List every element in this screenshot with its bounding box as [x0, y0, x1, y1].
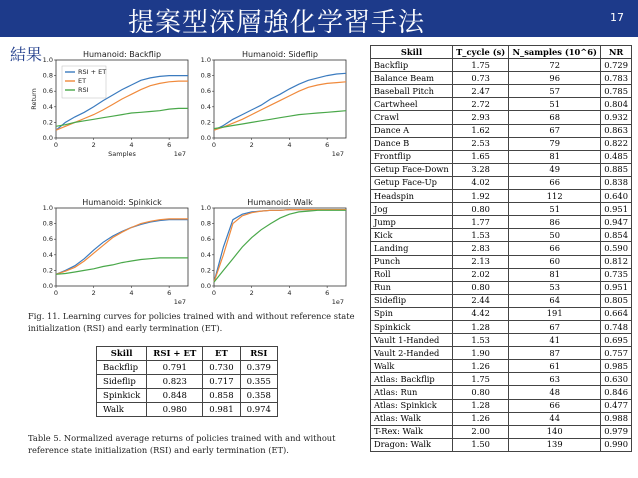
- table-cell: Spinkick: [371, 320, 453, 333]
- table-cell: 2.44: [453, 294, 509, 307]
- x-tick-label: 6: [325, 141, 330, 149]
- table-cell: 0.838: [601, 176, 632, 189]
- x-tick-label: 0: [53, 141, 59, 149]
- table-row: [371, 294, 632, 307]
- x-exponent-label: 1e7: [173, 150, 186, 158]
- x-axis-label: Samples: [108, 150, 136, 158]
- chart-title: Humanoid: Spinkick: [82, 198, 162, 207]
- table-cell: 0.863: [601, 124, 632, 137]
- series-line-rsi-et: [214, 73, 346, 130]
- table-cell: 0.640: [601, 190, 632, 203]
- table-cell: Frontflip: [371, 150, 453, 163]
- table-cell: 79: [509, 137, 601, 150]
- y-tick-label: 0.2: [200, 118, 211, 127]
- y-tick-label: 0.0: [200, 282, 211, 290]
- table-cell: 2.47: [453, 85, 509, 98]
- table-cell: 1.75: [453, 59, 509, 72]
- table-cell: Dragon: Walk: [371, 438, 453, 451]
- table-cell: 0.947: [601, 216, 632, 229]
- table-row: [97, 361, 278, 375]
- chart-panel: [30, 50, 188, 158]
- table-cell: 0.748: [601, 320, 632, 333]
- table-cell: 0.848: [147, 389, 203, 403]
- table-cell: 1.28: [453, 399, 509, 412]
- table-cell: 0.73: [453, 72, 509, 85]
- table-cell: 2.13: [453, 255, 509, 268]
- table-row: [371, 320, 632, 333]
- series-line-rsi: [56, 108, 188, 126]
- table-row: [371, 334, 632, 347]
- table-cell: 57: [509, 85, 601, 98]
- table-row: [371, 268, 632, 281]
- y-tick-label: 0.4: [42, 250, 53, 259]
- table5-header-cell: Skill: [97, 347, 147, 361]
- table5-header-cell: RSI: [240, 347, 277, 361]
- table-cell: Walk: [371, 360, 453, 373]
- table-cell: 0.379: [240, 361, 277, 375]
- table-row: [97, 403, 278, 417]
- table5-header-row: [97, 347, 278, 361]
- table-cell: 81: [509, 150, 601, 163]
- table-cell: 1.92: [453, 190, 509, 203]
- table-cell: 0.735: [601, 268, 632, 281]
- table-cell: 1.75: [453, 373, 509, 386]
- table-cell: 0.80: [453, 203, 509, 216]
- table-cell: 0.854: [601, 229, 632, 242]
- y-tick-label: 0.4: [200, 250, 211, 259]
- table-row: [97, 375, 278, 389]
- table-cell: 48: [509, 386, 601, 399]
- table5-header-cell: ET: [203, 347, 240, 361]
- table-cell: 4.42: [453, 307, 509, 320]
- table-cell: 2.83: [453, 242, 509, 255]
- table-cell: Atlas: Spinkick: [371, 399, 453, 412]
- table-cell: 67: [509, 320, 601, 333]
- y-tick-label: 0.0: [42, 134, 53, 142]
- y-tick-label: 0.6: [42, 235, 53, 244]
- table-cell: 191: [509, 307, 601, 320]
- table-row: [371, 85, 632, 98]
- skills-header-skill: Skill: [371, 46, 453, 59]
- table-cell: 0.477: [601, 399, 632, 412]
- table-cell: Crawl: [371, 111, 453, 124]
- table-cell: 0.885: [601, 163, 632, 176]
- table-cell: 1.65: [453, 150, 509, 163]
- plot-frame: [214, 60, 346, 138]
- table-cell: Sideflip: [97, 375, 147, 389]
- table-cell: 60: [509, 255, 601, 268]
- table-cell: 64: [509, 294, 601, 307]
- chart-title: Humanoid: Backflip: [82, 50, 162, 59]
- table-cell: 0.664: [601, 307, 632, 320]
- table-cell: Vault 2-Handed: [371, 347, 453, 360]
- x-exponent-label: 1e7: [173, 298, 186, 306]
- table-cell: 0.729: [601, 59, 632, 72]
- table-cell: 51: [509, 98, 601, 111]
- table-cell: Backflip: [371, 59, 453, 72]
- table-cell: Baseball Pitch: [371, 85, 453, 98]
- table-row: [97, 389, 278, 403]
- table-cell: 50: [509, 229, 601, 242]
- table-row: [371, 360, 632, 373]
- table-cell: 1.62: [453, 124, 509, 137]
- table-row: [371, 229, 632, 242]
- series-line-et: [214, 210, 346, 283]
- table-cell: 3.28: [453, 163, 509, 176]
- legend-label: RSI + ET: [78, 68, 107, 76]
- x-tick-label: 2: [91, 289, 96, 297]
- table-cell: 0.804: [601, 98, 632, 111]
- skills-header-nsamples: N_samples (10^6): [509, 46, 601, 59]
- table-cell: 66: [509, 399, 601, 412]
- table5-caption: Table 5. Normalized average returns of policies trained with and without reference state initialization (RSI) and early termination (ET).: [28, 433, 336, 455]
- series-line-rsi-et: [214, 210, 346, 283]
- table-row: [371, 98, 632, 111]
- table-cell: Landing: [371, 242, 453, 255]
- y-tick-label: 0.2: [42, 266, 53, 275]
- table-row: [371, 438, 632, 451]
- table-cell: Roll: [371, 268, 453, 281]
- table-cell: 0.951: [601, 281, 632, 294]
- y-tick-label: 0.6: [42, 87, 53, 96]
- y-tick-label: 0.8: [200, 71, 211, 80]
- table-cell: Backflip: [97, 361, 147, 375]
- table-cell: 0.485: [601, 150, 632, 163]
- skills-header-nr: NR: [601, 46, 632, 59]
- table-cell: 63: [509, 373, 601, 386]
- table-row: [371, 281, 632, 294]
- table-cell: 1.77: [453, 216, 509, 229]
- table-cell: 0.730: [203, 361, 240, 375]
- table-cell: 72: [509, 59, 601, 72]
- table-cell: 44: [509, 412, 601, 425]
- table-row: [371, 373, 632, 386]
- figure-caption: Fig. 11. Learning curves for policies trained with and without reference state initialization (RSI) and early termination (ET).: [28, 311, 355, 333]
- y-tick-label: 0.6: [200, 87, 211, 96]
- x-tick-label: 0: [211, 289, 217, 297]
- skills-table-header-row: [371, 46, 632, 59]
- table-cell: 139: [509, 438, 601, 451]
- table-cell: 0.358: [240, 389, 277, 403]
- table-cell: 2.53: [453, 137, 509, 150]
- table-cell: 0.981: [203, 403, 240, 417]
- table-row: [371, 72, 632, 85]
- skills-header-tcycle: T_cycle (s): [453, 46, 509, 59]
- slide-header: [0, 0, 638, 37]
- y-tick-label: 1.0: [42, 56, 53, 64]
- table-cell: 0.988: [601, 412, 632, 425]
- series-line-rsi: [214, 210, 346, 282]
- x-tick-label: 2: [91, 141, 96, 149]
- table-cell: Balance Beam: [371, 72, 453, 85]
- table-cell: 66: [509, 176, 601, 189]
- table-cell: Run: [371, 281, 453, 294]
- y-tick-label: 0.6: [200, 235, 211, 244]
- x-tick-label: 6: [167, 141, 172, 149]
- chart-title: Humanoid: Sideflip: [242, 50, 318, 59]
- table-cell: 2.72: [453, 98, 509, 111]
- table-cell: 0.590: [601, 242, 632, 255]
- table-cell: 1.90: [453, 347, 509, 360]
- table-row: [371, 242, 632, 255]
- series-line-et: [56, 219, 188, 274]
- table-cell: Kick: [371, 229, 453, 242]
- table-cell: Punch: [371, 255, 453, 268]
- table-cell: 0.805: [601, 294, 632, 307]
- table-cell: Getup Face-Up: [371, 176, 453, 189]
- table-cell: Walk: [97, 403, 147, 417]
- table-row: [371, 255, 632, 268]
- table-row: [371, 203, 632, 216]
- table-cell: 0.785: [601, 85, 632, 98]
- table-cell: 0.974: [240, 403, 277, 417]
- table-cell: 87: [509, 347, 601, 360]
- table-row: [371, 59, 632, 72]
- table-row: [371, 399, 632, 412]
- table-cell: 1.50: [453, 438, 509, 451]
- table-row: [371, 150, 632, 163]
- table-cell: Headspin: [371, 190, 453, 203]
- y-tick-label: 0.2: [200, 266, 211, 275]
- table-row: [371, 124, 632, 137]
- table-cell: 66: [509, 242, 601, 255]
- series-line-rsi: [214, 111, 346, 129]
- y-tick-label: 1.0: [42, 204, 53, 212]
- x-tick-label: 0: [211, 141, 217, 149]
- chart-panel: [201, 50, 346, 158]
- table-cell: 0.823: [147, 375, 203, 389]
- table-row: [371, 216, 632, 229]
- table-cell: 1.53: [453, 229, 509, 242]
- x-exponent-label: 1e7: [331, 150, 344, 158]
- table-cell: 0.822: [601, 137, 632, 150]
- table-cell: 2.02: [453, 268, 509, 281]
- table-cell: 0.846: [601, 386, 632, 399]
- y-tick-label: 1.0: [200, 204, 211, 212]
- table-cell: 0.812: [601, 255, 632, 268]
- table-cell: 0.695: [601, 334, 632, 347]
- table5: [96, 346, 278, 417]
- table-cell: 0.990: [601, 438, 632, 451]
- x-tick-label: 4: [287, 289, 292, 297]
- table-cell: 0.757: [601, 347, 632, 360]
- table-cell: 67: [509, 124, 601, 137]
- table-cell: 0.932: [601, 111, 632, 124]
- table-cell: Atlas: Backflip: [371, 373, 453, 386]
- legend-label: RSI: [78, 86, 89, 94]
- table-row: [371, 163, 632, 176]
- x-exponent-label: 1e7: [331, 298, 344, 306]
- table-cell: Atlas: Run: [371, 386, 453, 399]
- y-tick-label: 1.0: [200, 56, 211, 64]
- x-tick-label: 2: [249, 289, 254, 297]
- table-cell: Cartwheel: [371, 98, 453, 111]
- table-cell: 0.791: [147, 361, 203, 375]
- slide-title: 提案型深層強化学習手法: [128, 8, 426, 38]
- table-row: [371, 307, 632, 320]
- table-cell: 4.02: [453, 176, 509, 189]
- y-tick-label: 0.2: [42, 118, 53, 127]
- y-tick-label: 0.4: [42, 102, 53, 111]
- legend-label: ET: [78, 77, 87, 85]
- x-tick-label: 4: [129, 289, 134, 297]
- table-cell: 81: [509, 268, 601, 281]
- y-tick-label: 0.4: [200, 102, 211, 111]
- table-cell: 68: [509, 111, 601, 124]
- table-cell: 53: [509, 281, 601, 294]
- table-row: [371, 425, 632, 438]
- table-cell: 61: [509, 360, 601, 373]
- table-row: [371, 111, 632, 124]
- table-row: [371, 347, 632, 360]
- x-tick-label: 2: [249, 141, 254, 149]
- table-cell: 41: [509, 334, 601, 347]
- y-tick-label: 0.0: [42, 282, 53, 290]
- y-tick-label: 0.8: [42, 71, 53, 80]
- x-tick-label: 6: [167, 289, 172, 297]
- x-tick-label: 4: [287, 141, 292, 149]
- table-cell: Spin: [371, 307, 453, 320]
- table-cell: 112: [509, 190, 601, 203]
- table-cell: Jump: [371, 216, 453, 229]
- table-cell: 0.980: [147, 403, 203, 417]
- table-cell: 1.28: [453, 320, 509, 333]
- table-cell: 86: [509, 216, 601, 229]
- chart-panel: [201, 198, 346, 306]
- table-cell: 96: [509, 72, 601, 85]
- table-row: [371, 386, 632, 399]
- table-cell: 49: [509, 163, 601, 176]
- table-row: [371, 137, 632, 150]
- y-tick-label: 0.8: [42, 219, 53, 228]
- table-cell: 0.80: [453, 386, 509, 399]
- y-tick-label: 0.8: [200, 219, 211, 228]
- table-cell: 0.630: [601, 373, 632, 386]
- y-tick-label: 0.0: [200, 134, 211, 142]
- table-cell: 0.355: [240, 375, 277, 389]
- table-row: [371, 190, 632, 203]
- section-heading: 結果: [10, 45, 43, 64]
- table-cell: Dance A: [371, 124, 453, 137]
- table-cell: Dance B: [371, 137, 453, 150]
- table-cell: Jog: [371, 203, 453, 216]
- chart-title: Humanoid: Walk: [247, 198, 313, 207]
- page-number: 17: [610, 11, 624, 24]
- chart-panel: [43, 198, 188, 306]
- table-cell: 0.951: [601, 203, 632, 216]
- table-cell: 2.93: [453, 111, 509, 124]
- table-cell: 0.80: [453, 281, 509, 294]
- table-cell: 0.717: [203, 375, 240, 389]
- x-tick-label: 0: [53, 289, 59, 297]
- table-cell: 1.26: [453, 360, 509, 373]
- table-cell: Vault 1-Handed: [371, 334, 453, 347]
- table-row: [371, 412, 632, 425]
- x-tick-label: 6: [325, 289, 330, 297]
- series-line-et: [214, 82, 346, 130]
- table-cell: 0.783: [601, 72, 632, 85]
- table-cell: Getup Face-Down: [371, 163, 453, 176]
- table-cell: 140: [509, 425, 601, 438]
- table-cell: 2.00: [453, 425, 509, 438]
- table-cell: T-Rex: Walk: [371, 425, 453, 438]
- table-cell: 0.858: [203, 389, 240, 403]
- y-axis-label: Return: [30, 88, 38, 110]
- x-tick-label: 4: [129, 141, 134, 149]
- table-cell: Spinkick: [97, 389, 147, 403]
- table5-header-cell: RSI + ET: [147, 347, 203, 361]
- table-cell: 0.985: [601, 360, 632, 373]
- table-cell: Atlas: Walk: [371, 412, 453, 425]
- table-cell: 51: [509, 203, 601, 216]
- table-cell: 1.26: [453, 412, 509, 425]
- skills-table: [370, 45, 632, 452]
- learning-curves-figure: [28, 46, 358, 308]
- table-cell: Sideflip: [371, 294, 453, 307]
- table-row: [371, 176, 632, 189]
- table-cell: 1.53: [453, 334, 509, 347]
- table-cell: 0.979: [601, 425, 632, 438]
